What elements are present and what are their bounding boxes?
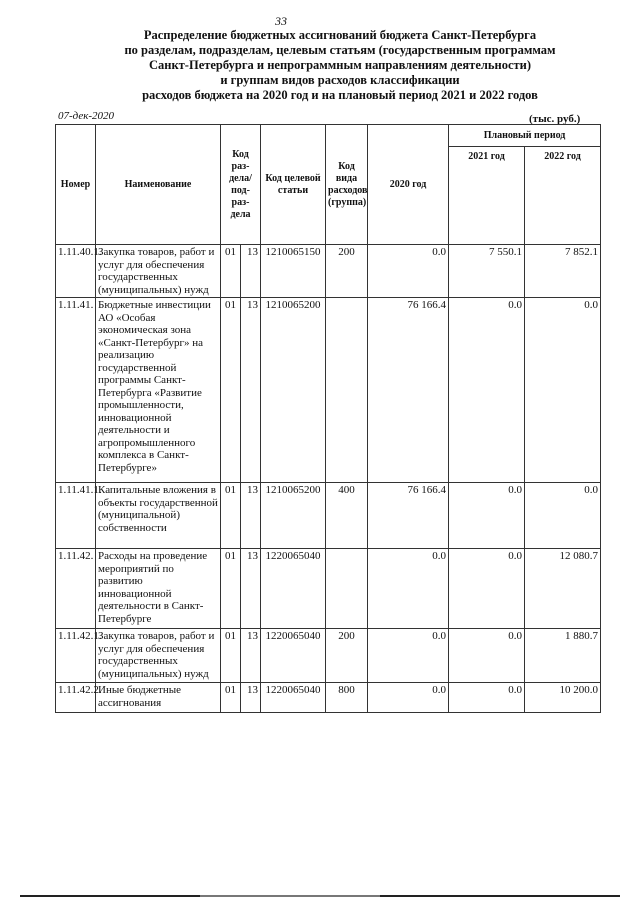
row-target-code: 1220065040	[261, 629, 326, 683]
row-section: 01	[221, 683, 241, 713]
table-body	[56, 245, 601, 713]
row-subsection: 13	[241, 483, 261, 549]
document-date: 07-дек-2020	[58, 110, 115, 122]
row-section: 01	[221, 549, 241, 629]
header-planned-period: Плановый период	[449, 125, 601, 147]
title-line: и группам видов расходов классификации	[220, 73, 460, 87]
row-value-2021: 0.0	[449, 683, 525, 713]
row-name: Иные бюджетные ассигнования	[96, 683, 221, 713]
row-number: 1.11.42.1.	[56, 629, 96, 683]
header-2022: 2022 год	[525, 147, 601, 245]
document-title	[60, 28, 620, 103]
table-row	[56, 549, 601, 629]
row-value-2021: 0.0	[449, 549, 525, 629]
title-line: Распределение бюджетных ассигнований бюджета Санкт-Петербурга	[143, 28, 537, 42]
row-target-code: 1210065200	[261, 298, 326, 483]
header-target-code: Код целевой статьи	[261, 125, 326, 245]
row-value-2020: 0.0	[368, 629, 449, 683]
header-number: Номер	[56, 125, 96, 245]
row-value-2022: 12 080.7	[525, 549, 601, 629]
table-row	[56, 298, 601, 483]
row-name: Капитальные вложения в объекты государственной (муниципальной) собственности	[96, 483, 221, 549]
table-row	[56, 245, 601, 298]
page-number: 33	[275, 14, 287, 28]
header-2020: 2020 год	[368, 125, 449, 245]
row-name: Расходы на проведение мероприятий по развитию инновационной деятельности в Санкт-Петербурге	[96, 549, 221, 629]
header-name: Наименование	[96, 125, 221, 245]
row-value-2020: 76 166.4	[368, 483, 449, 549]
row-number: 1.11.41.	[56, 298, 96, 483]
table-row	[56, 483, 601, 549]
row-name: Бюджетные инвестиции АО «Особая экономическая зона «Санкт-Петербург» на реализацию государственной программы Санкт-Петербурга «Развитие промышленности, инновационной деятельности и агропромышленного комплекса в Санкт-Петербурге»	[96, 298, 221, 483]
row-target-code: 1220065040	[261, 549, 326, 629]
title-line: расходов бюджета на 2020 год и на плановый период 2021 и 2022 годов	[142, 88, 538, 102]
row-number: 1.11.42.	[56, 549, 96, 629]
row-value-2021: 0.0	[449, 629, 525, 683]
row-expense-type	[326, 298, 368, 483]
row-value-2022: 1 880.7	[525, 629, 601, 683]
row-number: 1.11.42.2.	[56, 683, 96, 713]
row-value-2021: 0.0	[449, 298, 525, 483]
row-target-code: 1210065200	[261, 483, 326, 549]
row-value-2022: 0.0	[525, 298, 601, 483]
table-row	[56, 683, 601, 713]
bottom-scan-line	[20, 895, 620, 897]
row-target-code: 1220065040	[261, 683, 326, 713]
row-target-code: 1210065150	[261, 245, 326, 298]
budget-table	[55, 124, 601, 713]
header-section-code: Код раз-дела/ под-раз-дела	[221, 125, 261, 245]
row-value-2022: 10 200.0	[525, 683, 601, 713]
row-value-2021: 7 550.1	[449, 245, 525, 298]
row-value-2020: 0.0	[368, 549, 449, 629]
row-section: 01	[221, 298, 241, 483]
header-2021: 2021 год	[449, 147, 525, 245]
title-line: Санкт-Петербурга и непрограммным направлениям деятельности)	[148, 58, 531, 72]
row-subsection: 13	[241, 683, 261, 713]
row-value-2020: 76 166.4	[368, 298, 449, 483]
row-value-2022: 7 852.1	[525, 245, 601, 298]
row-name: Закупка товаров, работ и услуг для обеспечения государственных (муниципальных) нужд	[96, 629, 221, 683]
row-number: 1.11.40.1.	[56, 245, 96, 298]
table-row	[56, 629, 601, 683]
row-name: Закупка товаров, работ и услуг для обеспечения государственных (муниципальных) нужд	[96, 245, 221, 298]
units-label: (тыс. руб.)	[529, 113, 581, 125]
row-value-2022: 0.0	[525, 483, 601, 549]
row-expense-type	[326, 549, 368, 629]
row-expense-type: 800	[326, 683, 368, 713]
row-subsection: 13	[241, 298, 261, 483]
row-subsection: 13	[241, 549, 261, 629]
row-expense-type: 200	[326, 629, 368, 683]
title-line: по разделам, подразделам, целевым статьям (государственным программам	[124, 43, 556, 57]
row-value-2020: 0.0	[368, 245, 449, 298]
row-expense-type: 200	[326, 245, 368, 298]
header-expense-type: Код вида расходов (группа)	[326, 125, 368, 245]
row-value-2020: 0.0	[368, 683, 449, 713]
row-value-2021: 0.0	[449, 483, 525, 549]
row-subsection: 13	[241, 245, 261, 298]
row-section: 01	[221, 245, 241, 298]
row-section: 01	[221, 483, 241, 549]
row-section: 01	[221, 629, 241, 683]
row-expense-type: 400	[326, 483, 368, 549]
row-number: 1.11.41.1.	[56, 483, 96, 549]
row-subsection: 13	[241, 629, 261, 683]
